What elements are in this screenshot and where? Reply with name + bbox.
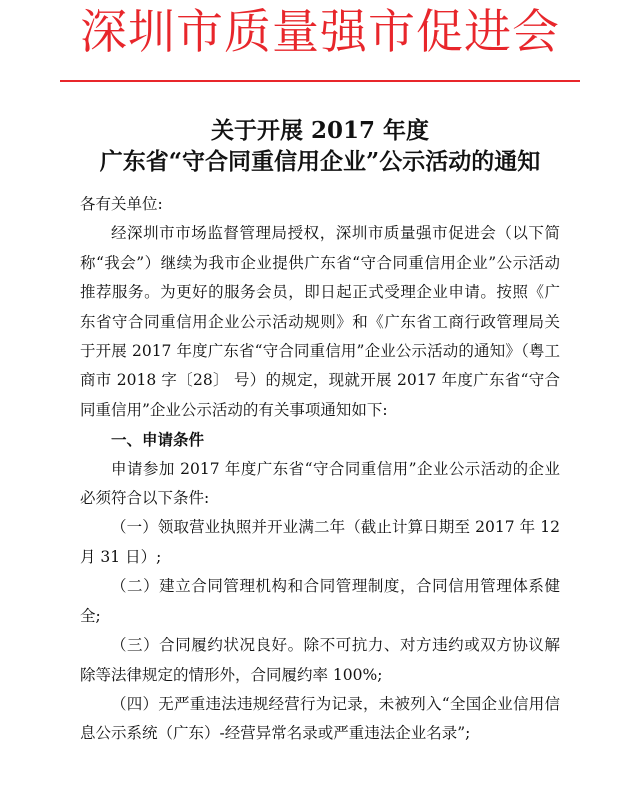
letterhead-org-name: 深圳市质量强市促进会 [80, 5, 560, 60]
section-heading-conditions: 一、申请条件 [111, 430, 205, 450]
salutation: 各有关单位: [80, 195, 163, 213]
body-paragraph-authorization: 经深圳市市场监督管理局授权，深圳市质量强市促进会（以下简称“我会”）继续为我市企业提供广东省“守合同重信用企业”公示活动推荐服务。为更好的服务会员，即日起正式受理企业申请。按照《广东省守合同重信用企业公示活动规则》和《广东省工商行政管理局关于开展 2017 年度广东省“守合同重信用”企业公示活动的通知》（粤工商市 2018 字〔28〕 号）的规定，现就开展 2017 年度广东省“守合同重信用”企业公示活动的有关事项通知如下: [80, 224, 560, 419]
condition-item-1: （一）领取营业执照并开业满二年（截止计算日期至 2017 年 12 月 31 日）; [80, 518, 560, 566]
condition-item-3: （三）合同履约状况良好。除不可抗力、对方违约或双方协议解除等法律规定的情形外，合同履约率 100%; [80, 636, 560, 684]
document-body [80, 190, 560, 749]
body-paragraph-eligibility: 申请参加 2017 年度广东省“守合同重信用”企业公示活动的企业必须符合以下条件: [80, 459, 560, 508]
condition-item-2: （二）建立合同管理机构和合同管理制度，合同信用管理体系健全; [80, 577, 560, 625]
document-title-line-1: 关于开展 2017 年度 [210, 117, 430, 144]
condition-item-4: （四）无严重违法违规经营行为记录，未被列入“全国企业信用信息公示系统（广东）-经营异常名录或严重违法企业名录”; [80, 694, 560, 743]
letterhead-divider [60, 80, 580, 82]
document-title-line-2: 广东省“守合同重信用企业”公示活动的通知 [99, 148, 541, 175]
